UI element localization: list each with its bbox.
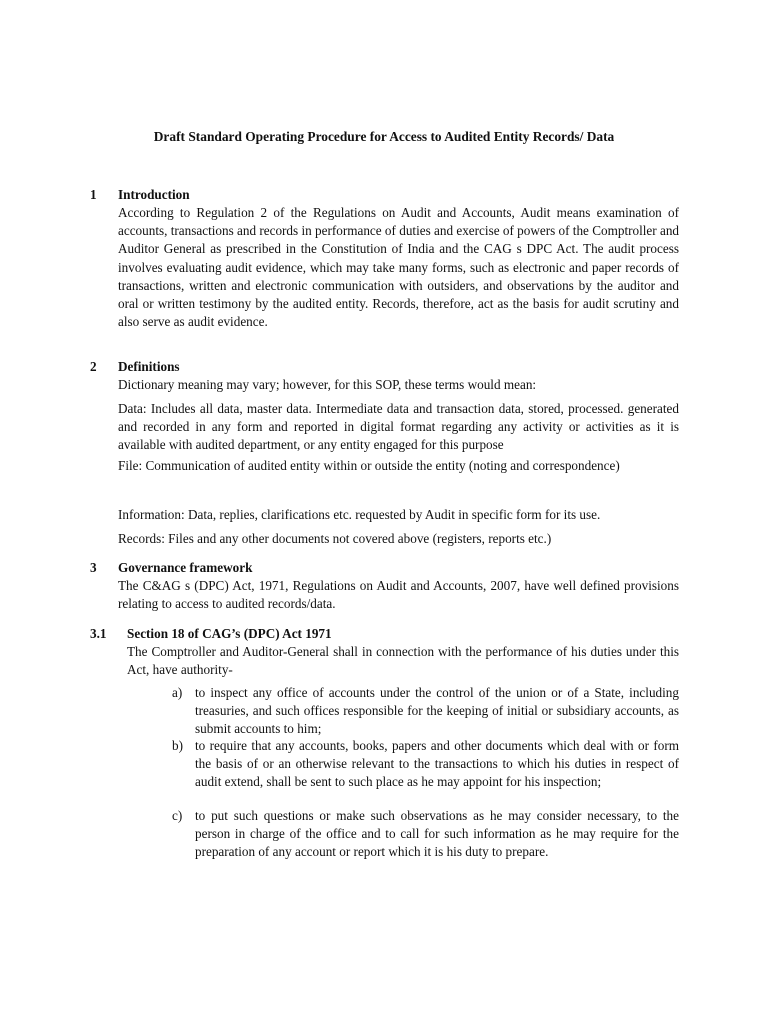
definitions-intro: Dictionary meaning may vary; however, for this SOP, these terms would mean: xyxy=(118,377,537,392)
section-2-number: 2 xyxy=(90,359,97,374)
definition-records: Records: Files and any other documents not covered above (registers, reports etc.) xyxy=(118,531,552,546)
section-3-heading: Governance framework xyxy=(118,560,253,575)
section-1-heading: Introduction xyxy=(118,187,190,202)
list-item-text: to inspect any office of accounts under the control of the union or of a State, including treasuries, and such offices responsible for the keeping of initial or subsidiary accounts, as submit accounts to him; xyxy=(195,685,679,737)
definition-data: Data: Includes all data, master data. Intermediate data and transaction data, stored, processed. generated and recorded in any form and reported in digital format regarding any activity or activities as it is available with audited department, or any entity engaged for this purpose xyxy=(118,401,679,453)
list-item-text: to require that any accounts, books, papers and other documents which deal with or form the basis of or an otherwise relevant to the transactions to which his duties in respect of audit extend, shall be sent to such place as he may appoint for his inspection; xyxy=(195,738,679,790)
list-item-text: to put such questions or make such observations as he may consider necessary, to the person in charge of the office and to call for such information as he may require for the preparation of any account or report which it is his duty to prepare. xyxy=(195,808,679,860)
section-3-paragraph: The C&AG s (DPC) Act, 1971, Regulations on Audit and Accounts, 2007, have well defined provisions relating to access to audited records/data. xyxy=(118,578,679,612)
definition-information: Information: Data, replies, clarifications etc. requested by Audit in specific form for its use. xyxy=(118,507,601,522)
list-item-label: b) xyxy=(172,738,183,753)
section-3-1-number: 3.1 xyxy=(90,626,107,641)
section-1-paragraph: According to Regulation 2 of the Regulations on Audit and Accounts, Audit means examination of accounts, transactions and records in performance of duties and exercise of powers of the Comptroller and Auditor General as prescribed in the Constitution of India and the CAG s DPC Act. The audit process involves evaluating audit evidence, which may take many forms, such as electronic and paper records of transactions, written and electronic communication with outsiders, and observations by the auditor and oral or written testimony by the audited entity. Records, therefore, act as the basis for audit scrutiny and also serve as audit evidence. xyxy=(118,205,680,330)
list-item-label: c) xyxy=(172,808,183,823)
section-3-1-heading: Section 18 of CAG’s (DPC) Act 1971 xyxy=(127,626,332,641)
list-item-label: a) xyxy=(172,685,183,700)
section-3-1-paragraph: The Comptroller and Auditor-General shall in connection with the performance of his duties under this Act, have authority- xyxy=(127,644,679,678)
document-title: Draft Standard Operating Procedure for Access to Audited Entity Records/ Data xyxy=(153,129,615,144)
definition-file: File: Communication of audited entity within or outside the entity (noting and correspondence) xyxy=(118,458,620,473)
section-2-heading: Definitions xyxy=(118,359,180,374)
section-1-number: 1 xyxy=(90,187,97,202)
section-3-number: 3 xyxy=(90,560,97,575)
